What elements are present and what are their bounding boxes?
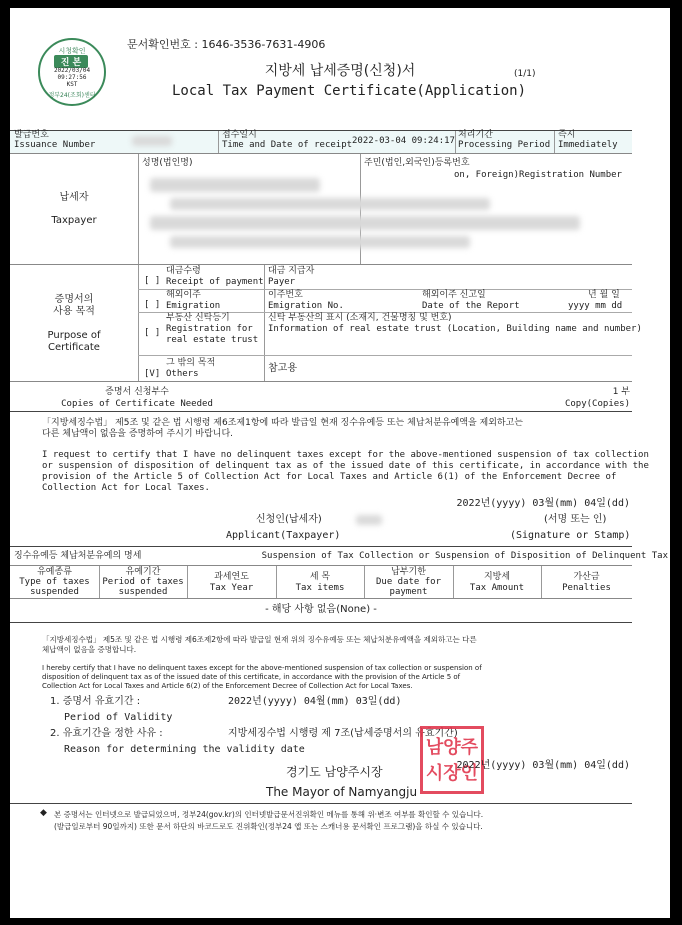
- seal-org: 정부24(조회)센터: [48, 92, 96, 99]
- name-label: 성명(법인명): [142, 158, 193, 168]
- purpose-others-en: Others: [166, 369, 199, 379]
- validity-reason-label-ko: 2. 유효기간을 정한 사유 :: [50, 728, 163, 739]
- payer-label-en: Payer: [268, 277, 296, 287]
- document-number: 문서확인번호 : 1646-3536-7631-4906: [127, 38, 326, 51]
- certify-en-line3: Collection Act for Local Taxes and Article 6(2) of the Enforcement Decree of Collection Act for Local Taxes.: [42, 682, 413, 690]
- col-taxamount-ko: 지방세: [483, 572, 511, 582]
- address-redacted-3: [170, 236, 470, 248]
- others-value: 참고용: [268, 363, 297, 374]
- col-period-ko: 유예기간: [125, 567, 161, 577]
- purpose-others-ko: 그 밖의 목적: [166, 358, 216, 368]
- checkbox-trust[interactable]: [ ]: [144, 328, 161, 338]
- col-type-ko: 유예종류: [37, 567, 72, 577]
- seal-line1: 시청확인: [58, 47, 86, 55]
- col-penalties-ko: 가산금: [573, 572, 600, 582]
- col-taxamount-en: Tax Amount: [469, 583, 525, 593]
- checkbox-receipt[interactable]: [ ]: [144, 276, 161, 286]
- validity-reason-value: 지방세징수법 시행령 제 7조(납세증명서의 유효기간): [228, 728, 458, 739]
- purpose-emigration-ko: 해외이주: [166, 290, 201, 300]
- address-redacted-1: [170, 198, 490, 210]
- validity-label-en: Period of Validity: [64, 712, 173, 723]
- request-ko-line1: 「지방세징수법」 제5조 및 같은 법 시행령 제6조제1항에 따라 발급일 현재 징수유예등 또는 체납처분유예액을 제외하고는: [42, 418, 523, 428]
- applicant-label-ko: 신청인(납세자): [256, 514, 322, 525]
- purpose-receipt-ko: 대금수령: [166, 266, 201, 276]
- copies-label-en: Copies of Certificate Needed: [61, 399, 213, 409]
- col-type-en1: Type of taxes: [19, 577, 90, 587]
- seal-date: 2022/03/04: [53, 67, 91, 74]
- address-redacted-2: [150, 216, 580, 230]
- request-en-line1: I request to certify that I have no delinquent taxes except for the above-mentioned suspension of tax collection: [42, 450, 649, 460]
- seal-line2: 진 본: [54, 55, 88, 68]
- purpose-label-ko2: 사용 목적: [53, 306, 95, 317]
- checkbox-others[interactable]: [V]: [144, 369, 161, 379]
- date-format-en: yyyy mm dd: [568, 301, 623, 311]
- request-date: 2022년(yyyy) 03월(mm) 04일(dd): [456, 498, 630, 509]
- checkbox-emigration[interactable]: [ ]: [144, 300, 161, 310]
- issue-date: 2022년(yyyy) 03월(mm) 04일(dd): [456, 760, 630, 771]
- validity-label-ko: 1. 증명서 유효기간 :: [50, 696, 141, 707]
- col-taxyear-en: Tax Year: [209, 583, 254, 593]
- applicant-label-en: Applicant(Taxpayer): [226, 530, 341, 541]
- registration-label-en: on, Foreign)Registration Number: [454, 170, 622, 180]
- purpose-label-en2: Certificate: [48, 342, 100, 353]
- issuance-label-en: Issuance Number: [14, 140, 96, 150]
- footer-bullet: ◆: [40, 808, 47, 818]
- certify-ko-line2: 체납액이 없음을 증명합니다.: [42, 645, 137, 654]
- report-date-ko: 해외이주 신고일: [422, 290, 486, 300]
- seal-tz: KST: [66, 81, 78, 88]
- col-period-en1: Period of taxes: [102, 577, 184, 587]
- page-count: (1/1): [514, 69, 536, 79]
- issuance-number-redacted: [132, 136, 172, 146]
- signature-label-ko: (서명 또는 인): [544, 514, 607, 525]
- receipt-time-label-ko: 접수일시: [222, 130, 257, 140]
- emigration-no-en: Emigration No.: [268, 301, 344, 311]
- trust-info-en: Information of real estate trust (Location, Building name and number): [268, 324, 642, 334]
- purpose-trust-en1: Registration for: [166, 324, 253, 334]
- footer-line2: (발급일로부터 90일까지) 또한 문서 하단의 바코드로도 진위확인(정부24 앱 또는 스캐너용 문서확인 프로그램)을 하실 수 있습니다.: [54, 822, 483, 831]
- seal-time: 09:27:56: [57, 74, 87, 81]
- issuer-ko: 경기도 남양주시장: [286, 765, 383, 779]
- title-english: Local Tax Payment Certificate(Application): [172, 83, 527, 99]
- request-en-line4: Collection Act for Local Taxes.: [42, 483, 210, 493]
- processing-label-en: Processing Period: [458, 140, 551, 150]
- purpose-label-ko1: 증명서의: [54, 294, 94, 305]
- copies-value-ko: 1 부: [612, 387, 630, 397]
- purpose-receipt-en: Receipt of payment: [166, 277, 264, 287]
- col-taxyear-ko: 과세연도: [214, 572, 249, 582]
- request-en-line2: or suspension of disposition of delinquent tax as of the issued date of this certificate, in accordance with the: [42, 461, 649, 471]
- stamp-line2: 시장인: [425, 763, 479, 784]
- emigration-no-ko: 이주번호: [268, 290, 303, 300]
- col-type-en2: suspended: [30, 587, 79, 597]
- purpose-label-en1: Purpose of: [47, 330, 101, 341]
- report-date-en: Date of the Report: [422, 301, 520, 311]
- col-duedate-ko: 납부기한: [391, 567, 426, 577]
- processing-label-ko: 처리기간: [458, 130, 493, 140]
- trust-info-ko: 신탁 부동산의 표시 (소재지, 건물명칭 및 번호): [268, 313, 452, 323]
- certificate-page: [10, 8, 670, 918]
- certify-en-line1: I hereby certify that I have no delinquent taxes except for the above-mentioned suspension of tax collection or suspension of: [42, 664, 482, 672]
- title-korean: 지방세 납세증명(신청)서: [264, 63, 416, 79]
- stamp-line1: 남양주: [425, 737, 479, 758]
- validity-date: 2022년(yyyy) 04월(mm) 03일(dd): [228, 696, 402, 707]
- certify-ko-line1: 「지방세징수법」 제5조 및 같은 법 시행령 제6조제2항에 따라 발급일 현재 위의 징수유예등 또는 체납처분유예액을 제외하고는 다른: [42, 635, 477, 644]
- copies-value-en: Copy(Copies): [564, 399, 630, 409]
- purpose-trust-ko: 부동산 신탁등기: [166, 313, 230, 323]
- receipt-time-value: 2022-03-04 09:24:17: [352, 136, 455, 146]
- immediately-ko: 즉시: [558, 130, 576, 140]
- payer-label-ko: 대금 지급자: [268, 266, 315, 276]
- issuer-en: The Mayor of Namyangju: [266, 785, 418, 799]
- suspension-title-ko: 징수유예등 체납처분유예의 명세: [14, 551, 142, 561]
- taxpayer-label-ko: 납세자: [59, 192, 89, 203]
- purpose-trust-en2: real estate trust: [166, 335, 259, 345]
- taxpayer-label-en: Taxpayer: [51, 215, 97, 226]
- request-en-line3: provision of the Article 5 of Collection Act for Local Taxes and Article 6(1) of the Enforcement Decree of: [42, 472, 617, 482]
- col-taxitems-ko: 세 목: [309, 572, 331, 582]
- applicant-name-redacted: [356, 515, 382, 525]
- no-entries-text: - 해당 사항 없음(None) -: [265, 604, 377, 615]
- immediately-en: Immediately: [558, 140, 618, 150]
- footer-line1: 본 증명서는 인터넷으로 발급되었으며, 정부24(gov.kr)의 인터넷발급문서진위확인 메뉴를 통해 위·변조 여부를 확인할 수 있습니다.: [54, 810, 484, 819]
- col-penalties-en: Penalties: [562, 583, 611, 593]
- suspension-title-en: Suspension of Tax Collection or Suspension of Disposition of Delinquent Tax: [261, 551, 668, 561]
- certify-en-line2: disposition of delinquent tax as of the issued date of this certificate, in accordance with the provision of the Article 5 of: [42, 673, 461, 681]
- validity-reason-label-en: Reason for determining the validity date: [64, 744, 305, 755]
- registration-label: 주민(법인,외국인)등록번호: [364, 158, 470, 168]
- col-duedate-en2: payment: [389, 587, 428, 597]
- name-redacted: [150, 178, 320, 192]
- signature-label-en: (Signature or Stamp): [510, 530, 631, 541]
- request-ko-line2: 다른 체납액이 없음을 증명하여 주시기 바랍니다.: [42, 429, 234, 439]
- col-taxitems-en: Tax items: [295, 583, 345, 593]
- date-format-ko: 년 월 일: [588, 290, 620, 300]
- col-duedate-en1: Due date for: [375, 577, 442, 587]
- col-period-en2: suspended: [118, 587, 168, 597]
- purpose-emigration-en: Emigration: [166, 301, 221, 311]
- issuance-label-ko: 발급번호: [14, 130, 49, 140]
- copies-label-ko: 증명서 신청부수: [105, 387, 169, 397]
- receipt-time-label-en: Time and Date of receipt: [222, 140, 353, 150]
